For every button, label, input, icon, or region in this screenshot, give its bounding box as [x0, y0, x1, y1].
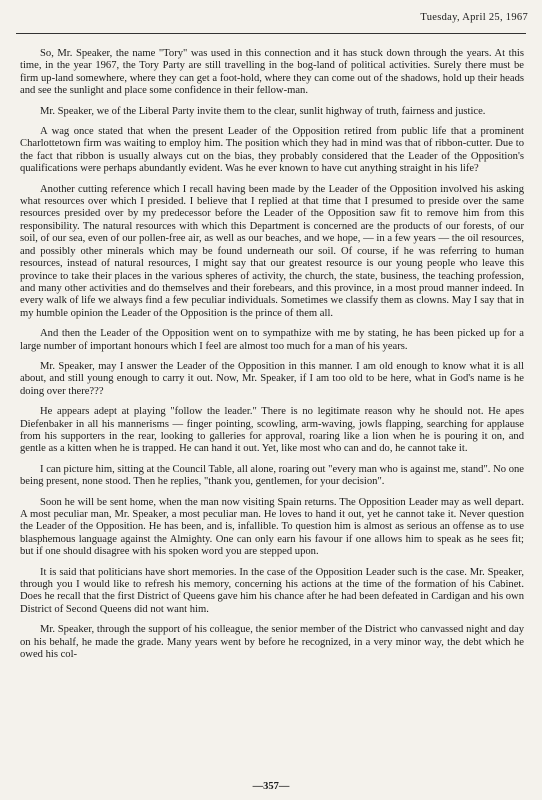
header-rule: [16, 33, 526, 34]
paragraph: And then the Leader of the Opposition went on to sympathize with me by stating, he has been picked up for a large number of important honours which I feel are almost too much for a man of his years.: [20, 328, 524, 352]
page-body: [20, 48, 524, 669]
paragraph: Mr. Speaker, through the support of his colleague, the senior member of the District who canvassed night and day on his behalf, he made the grade. Many years went by before he recognized, in a very minor way, the debt which he owed his col-: [20, 624, 524, 661]
paragraph: So, Mr. Speaker, the name "Tory" was used in this connection and it has stuck down through the years. At this time, in the year 1967, the Tory Party are still travelling in the bog-land of political activities. Surely there must be firm up-land somewhere, where they can get a foot-hold, where they can come out of the shadows, hold up their heads and see the sunlight and place some confidence in their fellow-man.: [20, 48, 524, 97]
paragraph: I can picture him, sitting at the Council Table, all alone, roaring out "every man who is against me, stand". No one being present, none stood. Then he replies, "thank you, gentlemen, for your decision".: [20, 463, 524, 488]
paragraph: Soon he will be sent home, when the man now visiting Spain returns. The Opposition Leader may as well depart. A most peculiar man, Mr. Speaker, a most peculiar man. He loves to hand it out, yet he cannot take it. Never question the Leader of the Opposition. He has been, and is, infallible. To question him is almost as serious an offense as to use blasphemous language against the Almighty. One can only earn his favour if one allows him to speak as he sees fit; but if one should disagree with his spoken word you are stepped upon.: [20, 496, 524, 558]
paragraph: A wag once stated that when the present Leader of the Opposition retired from public life that a prominent Charlottetown firm was waiting to employ him. The position which they had in mind was that of ribbon-cutter. Due to the fact that ribbon is usually always cut on the bias, they probably considered that the Leader of the Opposition's qualifications were perhaps abundantly evident. Was he ever known to have cut anything straight in his life?: [20, 126, 524, 175]
paragraph: He appears adept at playing "follow the leader." There is no legitimate reason why he should not. He apes Diefenbaker in all his mannerisms — finger pointing, scowling, arm-waving, jowls flapping, searching for applause from his supporters in the rear, looking to galleries for approval, roaring like a lion when he is pouring it on, and gentle as a kitten when he is trapped. He can hand it out. Yet, like most who can and do, he cannot take it.: [20, 406, 524, 455]
paragraph: Mr. Speaker, may I answer the Leader of the Opposition in this manner. I am old enough to know what it is all about, and still young enough to carry it out. Now, Mr. Speaker, if I am too old to be here, what in God's name is he doing over there???: [20, 360, 524, 397]
page-header: [12, 0, 528, 34]
header-date: Tuesday, April 25, 1967: [420, 12, 528, 23]
paragraph: It is said that politicians have short memories. In the case of the Opposition Leader such is the case. Mr. Speaker, through you I would like to refresh his memory, concerning his actions at the time of the formation of his Cabinet. Does he recall that the first District of Queens gave him his chance after he had been defeated in Cardigan and his own District of Second Queens did not want him.: [20, 566, 524, 615]
paragraph: Mr. Speaker, we of the Liberal Party invite them to the clear, sunlit highway of truth, fairness and justice.: [40, 105, 486, 117]
page-number: —357—: [252, 781, 290, 792]
paragraph: Another cutting reference which I recall having been made by the Leader of the Opposition involved his asking what resources over which I presided. I believe that I replied at that time that I presumed to preside over the same resources presided over by my predecessor before the Leader of the Opposition saw fit to remove him from this responsibility. The natural resources with which this Department is concerned are the products of our forests, of our soil, of our sea, even of our pollen-free air, as well as our beaches, and we hope, — in a few years — the oil resources, and possibly other minerals which may be found underneath our soil. Of course, if he was referring to human resources, instead of natural resources, I might say that our greatest resource is our young people who leave this province to take their places in the various spheres of activity, the church, the state, business, the teaching profession, and many other activities and do themselves and their forebears, and this province, in a most proud manner indeed. In every walk of life we always find a few peculiar individuals. Sometimes we classify them as clowns. May I say that in my humble opinion the Leader of the Opposition is the prince of them all.: [20, 183, 524, 319]
